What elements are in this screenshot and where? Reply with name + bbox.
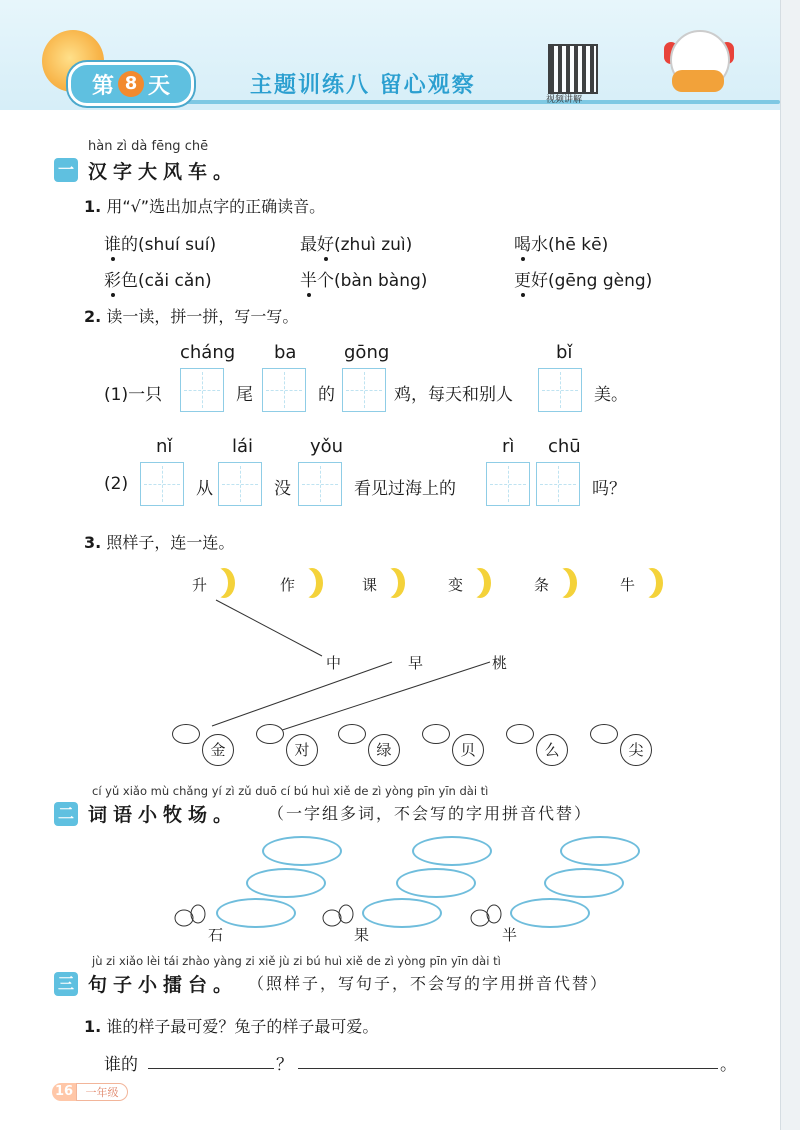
answer-prefix: 谁的 — [104, 1055, 138, 1075]
dotted-char: 谁 — [104, 230, 121, 255]
bunny-item[interactable] — [504, 712, 574, 772]
bunny-icon — [590, 724, 618, 744]
pinyin-label: lái — [232, 436, 254, 457]
sentence-text: 尾 — [236, 385, 253, 405]
dotted-char: 喝 — [514, 230, 531, 255]
middle-char[interactable]: 中 — [326, 654, 342, 672]
dotted-char: 彩 — [104, 266, 121, 291]
moon-char: 课 — [362, 576, 378, 594]
section2-pinyin: cí yǔ xiǎo mù chǎng yí zì zǔ duō cí bú huì xiě de zì yòng pīn yīn dài tì — [92, 784, 489, 798]
qr-label: 视频讲解 — [546, 95, 583, 105]
bunny-item[interactable] — [170, 712, 240, 772]
moon-char: 牛 — [620, 576, 636, 594]
section3-title: 句子小擂台。 — [88, 974, 239, 996]
bunny-item[interactable] — [420, 712, 490, 772]
dotted-char: 半 — [300, 266, 317, 291]
bunny-icon — [506, 724, 534, 744]
connector-line — [216, 600, 322, 656]
word-oval[interactable] — [216, 898, 296, 928]
word-oval[interactable] — [362, 898, 442, 928]
section2-number: 二 — [54, 802, 78, 826]
page-number: 16 — [52, 1083, 76, 1101]
section3-note: （照样子，写句子，不会写的字用拼音代替） — [248, 974, 609, 993]
sentence-text: 的 — [318, 385, 335, 405]
q-label: 1. — [84, 1017, 102, 1036]
oval-char: 果 — [354, 926, 370, 944]
bunny-char: 金 — [202, 734, 234, 766]
q-label: 1. — [84, 197, 102, 216]
pinyin-label: ba — [274, 342, 297, 363]
char: 水 — [531, 235, 548, 255]
options: (hē kē) — [548, 235, 609, 255]
options: (shuí suí) — [138, 235, 217, 255]
bunny-char: 尖 — [620, 734, 652, 766]
moon-char: 升 — [192, 576, 208, 594]
section1-pinyin: hàn zì dà fēng chē — [88, 139, 209, 154]
char: 的 — [121, 235, 138, 255]
char: 个 — [317, 271, 334, 291]
bunny-char: 么 — [536, 734, 568, 766]
answer-blank-1[interactable] — [148, 1068, 274, 1069]
squirrel-icon — [468, 904, 502, 928]
squirrel-icon — [172, 904, 206, 928]
bunny-icon — [338, 724, 366, 744]
q-label: 2. — [84, 307, 102, 326]
dotted-char: 更 — [514, 266, 531, 291]
word-oval[interactable] — [412, 836, 492, 866]
word-oval[interactable] — [510, 898, 590, 928]
q-text: 照样子，连一连。 — [106, 533, 235, 552]
options: (gēng gèng) — [548, 271, 653, 291]
sentence-text: 从 — [196, 479, 213, 499]
answer-blank-2[interactable] — [298, 1068, 718, 1069]
moon-char: 条 — [534, 576, 550, 594]
char: 最 — [300, 235, 317, 255]
q-label: 3. — [84, 533, 102, 552]
options: (zhuì zuì) — [334, 235, 413, 255]
sentence-text: 美。 — [594, 385, 628, 405]
word-oval[interactable] — [396, 868, 476, 898]
sentence-text: (1)一只 — [104, 385, 163, 405]
word-oval[interactable] — [246, 868, 326, 898]
section2-note: （一字组多词，不会写的字用拼音代替） — [268, 804, 593, 823]
q-text: 用“√”选出加点字的正确读音。 — [106, 197, 326, 216]
options: (cǎi cǎn) — [138, 271, 212, 291]
bunny-icon — [422, 724, 450, 744]
pinyin-label: rì — [502, 436, 515, 457]
q-text: 读一读，拼一拼，写一写。 — [106, 307, 299, 326]
dotted-char: 好 — [317, 230, 334, 255]
answer-question-mark: ？ — [276, 1055, 293, 1075]
section3-number: 三 — [54, 972, 78, 996]
char: 色 — [121, 271, 138, 291]
bunny-item[interactable] — [588, 712, 658, 772]
bunny-item[interactable] — [336, 712, 406, 772]
squirrel-icon — [320, 904, 354, 928]
pinyin-label: nǐ — [156, 436, 173, 457]
bunny-char: 对 — [286, 734, 318, 766]
moon-char: 变 — [448, 576, 464, 594]
sentence-text: 没 — [274, 479, 291, 499]
page-title: 主题训练八 留心观察 — [250, 73, 476, 98]
pinyin-label: chū — [548, 436, 581, 457]
options: (bàn bàng) — [334, 271, 428, 291]
moon-char: 作 — [280, 576, 296, 594]
q-text: 谁的样子最可爱？兔子的样子最可爱。 — [106, 1017, 379, 1036]
sentence-text: 看见过海上的 — [354, 479, 456, 499]
section2-title: 词语小牧场。 — [88, 804, 239, 826]
day-prefix: 第 — [91, 73, 114, 99]
sentence-text: (2) — [104, 474, 129, 494]
day-suffix: 天 — [148, 73, 171, 99]
word-oval[interactable] — [560, 836, 640, 866]
oval-char: 半 — [502, 926, 518, 944]
bunny-icon — [256, 724, 284, 744]
sentence-text: 吗？ — [592, 479, 626, 499]
word-oval[interactable] — [544, 868, 624, 898]
grade-label: 一年级 — [76, 1083, 128, 1101]
bunny-item[interactable] — [254, 712, 324, 772]
oval-char: 石 — [208, 926, 224, 944]
sentence-text: 鸡，每天和别人 — [394, 385, 513, 405]
section1-title: 汉字大风车。 — [88, 161, 239, 183]
pinyin-label: gōng — [344, 342, 390, 363]
day-number: 8 — [118, 71, 144, 97]
pinyin-label: yǒu — [310, 436, 344, 457]
answer-period: 。 — [720, 1055, 737, 1075]
page-edge — [780, 0, 800, 1130]
bunny-char: 贝 — [452, 734, 484, 766]
section1-number: 一 — [54, 158, 78, 182]
word-oval[interactable] — [262, 836, 342, 866]
middle-char[interactable]: 桃 — [492, 654, 508, 672]
section3-pinyin: jù zi xiǎo lèi tái zhào yàng zi xiě jù zi bú huì xiě de zì yòng pīn yīn dài tì — [92, 954, 501, 968]
bunny-icon — [172, 724, 200, 744]
pinyin-label: bǐ — [556, 342, 573, 363]
middle-char[interactable]: 早 — [408, 654, 424, 672]
bunny-char: 绿 — [368, 734, 400, 766]
question-3-1 — [84, 1014, 378, 1037]
char: 好 — [531, 271, 548, 291]
pinyin-label: cháng — [180, 342, 236, 363]
